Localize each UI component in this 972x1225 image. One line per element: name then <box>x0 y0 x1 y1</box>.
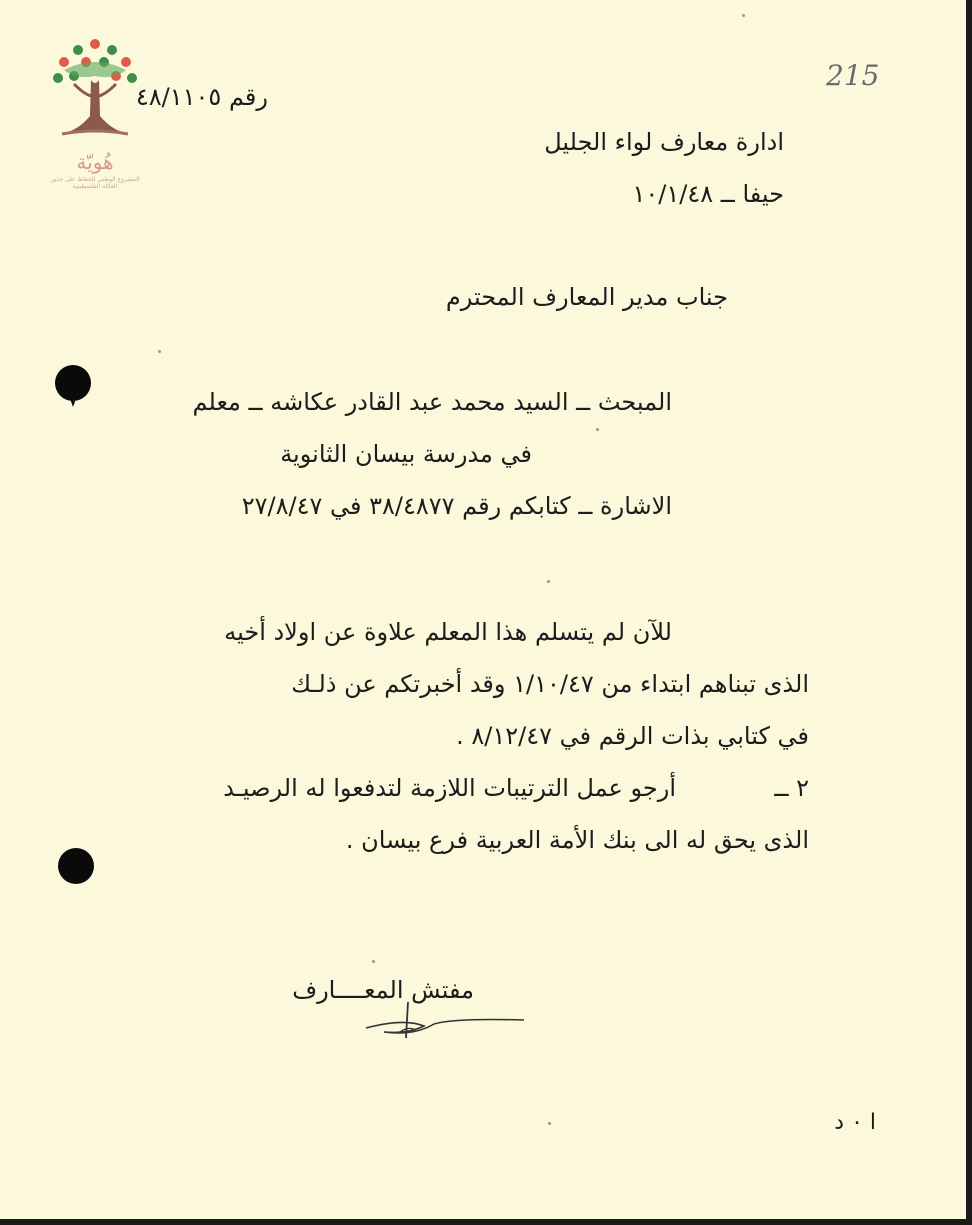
salutation: جناب مدير المعارف المحترم <box>445 283 728 311</box>
place-and-date: حيفا ــ ١٠/١/٤٨ <box>632 180 784 208</box>
paper-speck <box>547 580 550 583</box>
paper-speck <box>548 1122 551 1125</box>
paper-speck <box>596 428 599 431</box>
heritage-logo <box>44 36 146 196</box>
paper-speck <box>742 14 745 17</box>
item-text: أرجو عمل الترتيبات اللازمة لتدفعوا له الرصيـد <box>223 774 676 802</box>
reference-number: رقم ٤٨/١١٠٥ <box>135 83 268 111</box>
paper-speck <box>158 350 161 353</box>
department-name: ادارة معارف لواء الجليل <box>544 128 784 156</box>
punch-hole <box>55 365 91 401</box>
paper-speck <box>372 960 375 963</box>
item-number: ٢ ــ <box>774 774 809 802</box>
handwritten-signature-icon <box>364 998 534 1042</box>
logo-brand-name: هُويّة <box>76 150 114 174</box>
school-line: في مدرسة بيسان الثانوية <box>280 440 532 468</box>
signatory-title: مفتش المعــــارف <box>292 976 474 1004</box>
typist-initials: ا ٠ د <box>834 1110 876 1135</box>
tree-logo-icon <box>44 36 146 148</box>
subject-line: المبحث ــ السيد محمد عبد القادر عكاشه ــ معلم <box>192 388 672 416</box>
body-line: الذى تبناهم ابتداء من ١/١٠/٤٧ وقد أخبرتكم عن ذلـك <box>291 670 809 698</box>
item-continuation: الذى يحق له الى بنك الأمة العربية فرع بيسان . <box>345 826 809 854</box>
logo-tagline: المشروع الوطني للحفاظ على جذور العائلة الفلسطينية <box>50 176 140 191</box>
body-line: في كتابي بذات الرقم في ٨/١٢/٤٧ . <box>456 722 809 750</box>
punch-hole <box>58 848 94 884</box>
reference-line: الاشارة ــ كتابكم رقم ٣٨/٤٨٧٧ في ٢٧/٨/٤٧ <box>241 492 672 520</box>
body-line: للآن لم يتسلم هذا المعلم علاوة عن اولاد أخيه <box>224 618 672 646</box>
handwritten-page-number: 215 <box>826 59 880 92</box>
